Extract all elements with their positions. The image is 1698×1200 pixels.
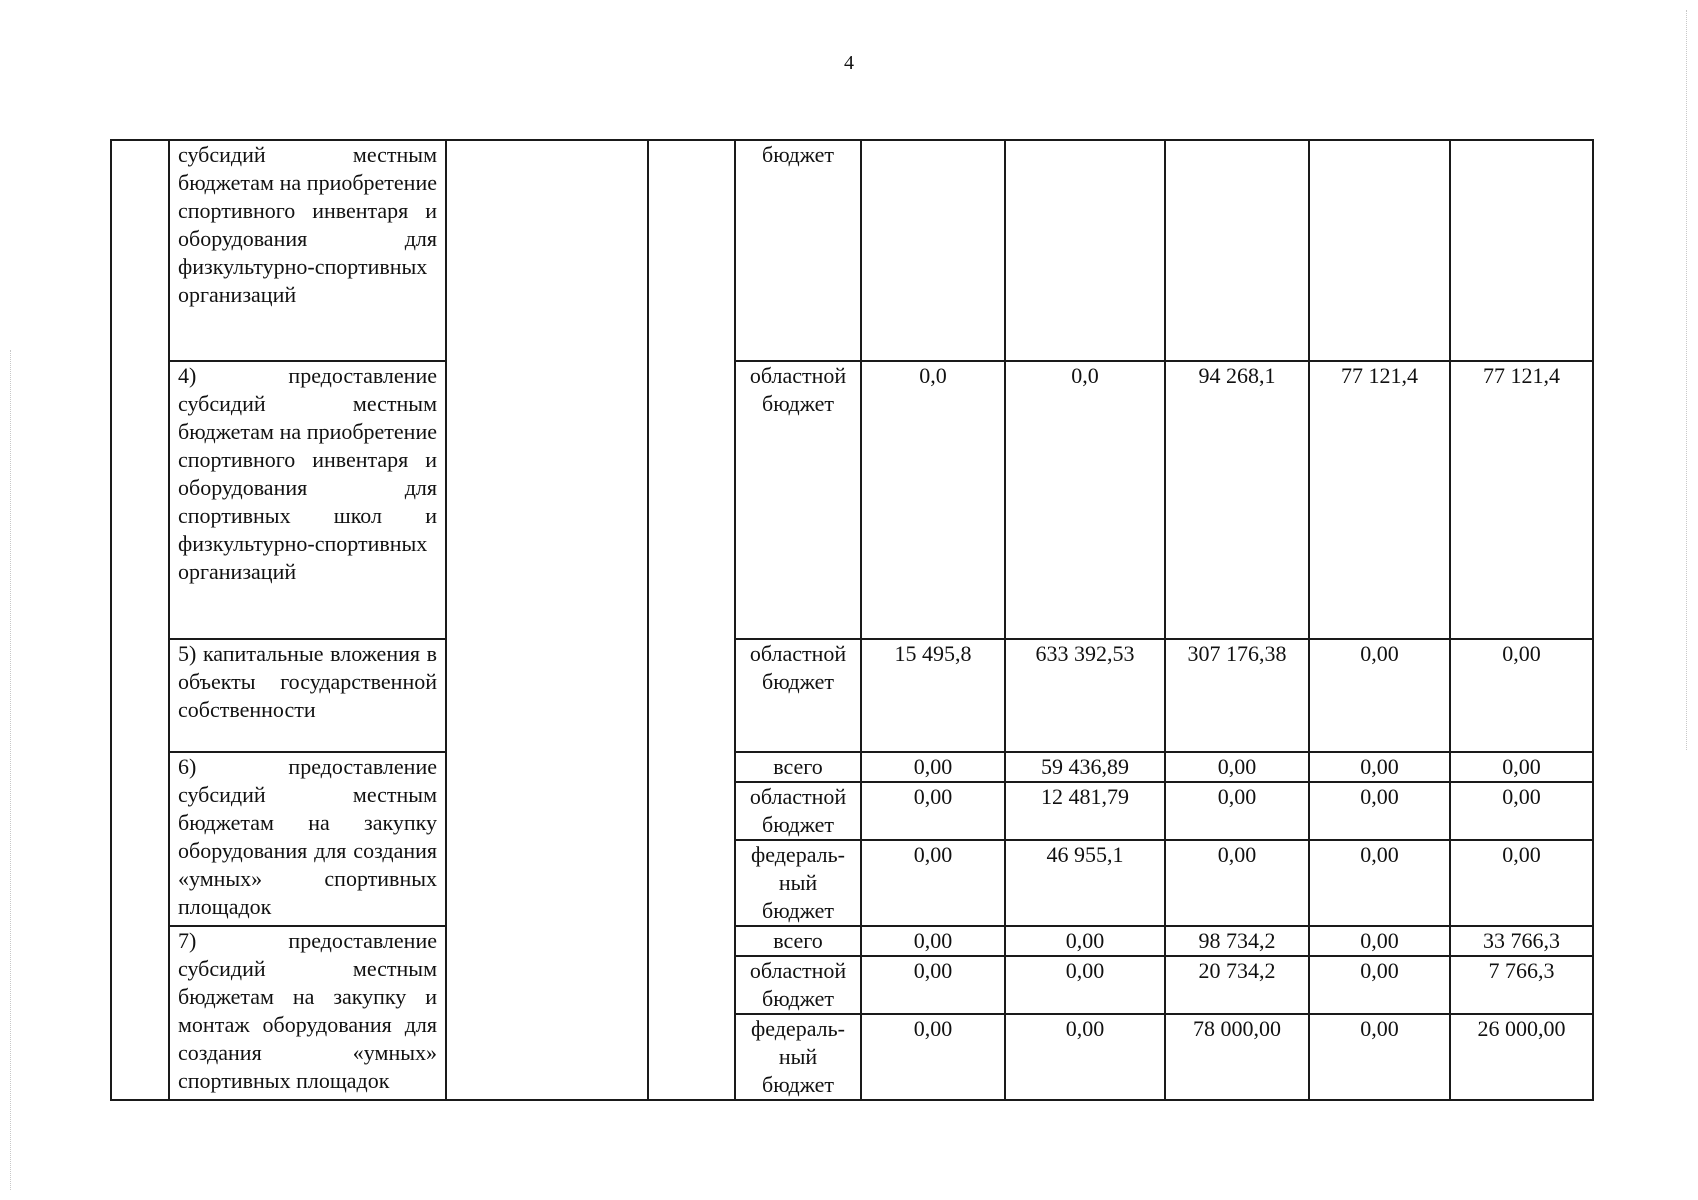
funding-source: федераль-ный бюджет <box>735 1014 861 1100</box>
amount-cell: 20 734,2 <box>1165 956 1309 1014</box>
funding-source: всего <box>735 926 861 956</box>
scan-edge-right <box>1686 10 1688 750</box>
amount-cell: 0,00 <box>1309 956 1450 1014</box>
funding-source: областной бюджет <box>735 782 861 840</box>
amount-cell <box>1165 140 1309 361</box>
amount-cell: 0,00 <box>1165 752 1309 782</box>
amount-cell: 0,00 <box>1309 752 1450 782</box>
table-row <box>111 140 1593 361</box>
amount-cell: 0,00 <box>1005 926 1165 956</box>
amount-cell: 0,00 <box>861 752 1005 782</box>
number-column-cell <box>111 140 169 1100</box>
amount-cell <box>861 140 1005 361</box>
amount-cell: 7 766,3 <box>1450 956 1593 1014</box>
amount-cell: 0,00 <box>861 782 1005 840</box>
budget-table <box>110 139 1594 1101</box>
amount-cell: 0,00 <box>1450 752 1593 782</box>
amount-cell: 0,00 <box>1309 926 1450 956</box>
activity-description: 5) капитальные вложения в объекты государственной собственности <box>169 639 446 752</box>
activity-description: субсидий местным бюджетам на приобретение спортивного инвентаря и оборудования для физкультурно-спортивных организаций <box>169 140 446 361</box>
amount-cell: 59 436,89 <box>1005 752 1165 782</box>
amount-cell: 0,00 <box>861 1014 1005 1100</box>
empty-column-cell <box>446 140 648 1100</box>
funding-source: областной бюджет <box>735 956 861 1014</box>
funding-source: всего <box>735 752 861 782</box>
table-row <box>111 752 1593 782</box>
amount-cell: 0,00 <box>1309 782 1450 840</box>
funding-source: областной бюджет <box>735 361 861 639</box>
amount-cell: 0,00 <box>1165 782 1309 840</box>
amount-cell <box>1005 140 1165 361</box>
page-number: 4 <box>844 52 854 74</box>
amount-cell: 0,00 <box>1450 639 1593 752</box>
scan-edge-left <box>10 350 12 1190</box>
funding-source: федераль-ный бюджет <box>735 840 861 926</box>
amount-cell: 77 121,4 <box>1450 361 1593 639</box>
amount-cell: 0,00 <box>1005 1014 1165 1100</box>
amount-cell: 0,0 <box>1005 361 1165 639</box>
empty-column-cell <box>648 140 735 1100</box>
amount-cell: 0,00 <box>1450 840 1593 926</box>
funding-source: областной бюджет <box>735 639 861 752</box>
amount-cell: 78 000,00 <box>1165 1014 1309 1100</box>
amount-cell: 98 734,2 <box>1165 926 1309 956</box>
amount-cell: 77 121,4 <box>1309 361 1450 639</box>
amount-cell: 0,00 <box>1005 956 1165 1014</box>
amount-cell: 15 495,8 <box>861 639 1005 752</box>
amount-cell: 12 481,79 <box>1005 782 1165 840</box>
activity-description: 6) предоставление субсидий местным бюджетам на закупку оборудования для создания «умных» спортивных площадок <box>169 752 446 926</box>
amount-cell <box>1450 140 1593 361</box>
amount-cell: 633 392,53 <box>1005 639 1165 752</box>
table-row <box>111 361 1593 639</box>
amount-cell: 0,0 <box>861 361 1005 639</box>
amount-cell: 0,00 <box>861 840 1005 926</box>
amount-cell: 26 000,00 <box>1450 1014 1593 1100</box>
amount-cell: 0,00 <box>1309 1014 1450 1100</box>
amount-cell: 0,00 <box>1450 782 1593 840</box>
amount-cell: 0,00 <box>1165 840 1309 926</box>
funding-source: бюджет <box>735 140 861 361</box>
amount-cell: 307 176,38 <box>1165 639 1309 752</box>
activity-description: 7) предоставление субсидий местным бюджетам на закупку и монтаж оборудования для создания «умных» спортивных площадок <box>169 926 446 1100</box>
activity-description: 4) предоставление субсидий местным бюджетам на приобретение спортивного инвентаря и оборудования для спортивных школ и физкультурно-спортивных организаций <box>169 361 446 639</box>
table-row <box>111 639 1593 752</box>
amount-cell: 33 766,3 <box>1450 926 1593 956</box>
amount-cell: 0,00 <box>1309 840 1450 926</box>
amount-cell: 0,00 <box>1309 639 1450 752</box>
table-row <box>111 926 1593 956</box>
amount-cell: 46 955,1 <box>1005 840 1165 926</box>
amount-cell <box>1309 140 1450 361</box>
amount-cell: 0,00 <box>861 926 1005 956</box>
amount-cell: 94 268,1 <box>1165 361 1309 639</box>
amount-cell: 0,00 <box>861 956 1005 1014</box>
